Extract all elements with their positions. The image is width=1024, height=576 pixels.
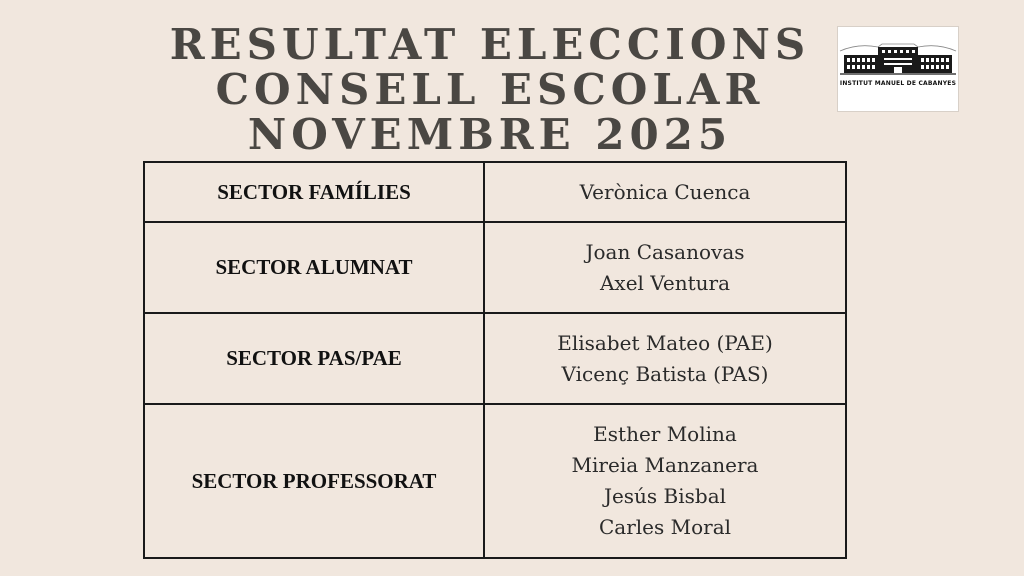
sector-label: SECTOR PROFESSORAT <box>144 404 484 558</box>
elected-name: Carles Moral <box>598 515 732 539</box>
elected-name: Vicenç Batista (PAS) <box>561 361 769 386</box>
elected-name: Esther Molina <box>593 422 737 446</box>
elected-names <box>484 313 846 404</box>
title-line-1: RESULTAT ELECCIONS <box>169 20 811 69</box>
sector-label: SECTOR FAMÍLIES <box>144 162 484 222</box>
sector-label: SECTOR ALUMNAT <box>144 222 484 313</box>
results-table <box>143 161 847 559</box>
title-line-2: CONSELL ESCOLAR <box>215 65 765 114</box>
elected-names <box>484 222 846 313</box>
elected-names <box>484 162 846 222</box>
elected-name: Verònica Cuenca <box>579 179 751 204</box>
table-row <box>144 222 846 313</box>
table-row <box>144 313 846 404</box>
title-line-3: NOVEMBRE 2025 <box>247 110 733 159</box>
elected-name: Axel Ventura <box>599 270 731 295</box>
table-row <box>144 162 846 222</box>
page-title <box>140 22 840 157</box>
elected-name: Joan Casanovas <box>585 239 745 264</box>
school-building-icon <box>838 27 958 79</box>
elected-name: Mireia Manzanera <box>571 453 759 477</box>
elected-name: Elisabet Mateo (PAE) <box>557 330 773 355</box>
elected-name: Jesús Bisbal <box>603 484 727 508</box>
school-logo <box>837 26 959 112</box>
logo-text: INSTITUT MANUEL DE CABANYES <box>839 80 957 87</box>
table-row <box>144 404 846 558</box>
elected-names <box>484 404 846 558</box>
sector-label: SECTOR PAS/PAE <box>144 313 484 404</box>
